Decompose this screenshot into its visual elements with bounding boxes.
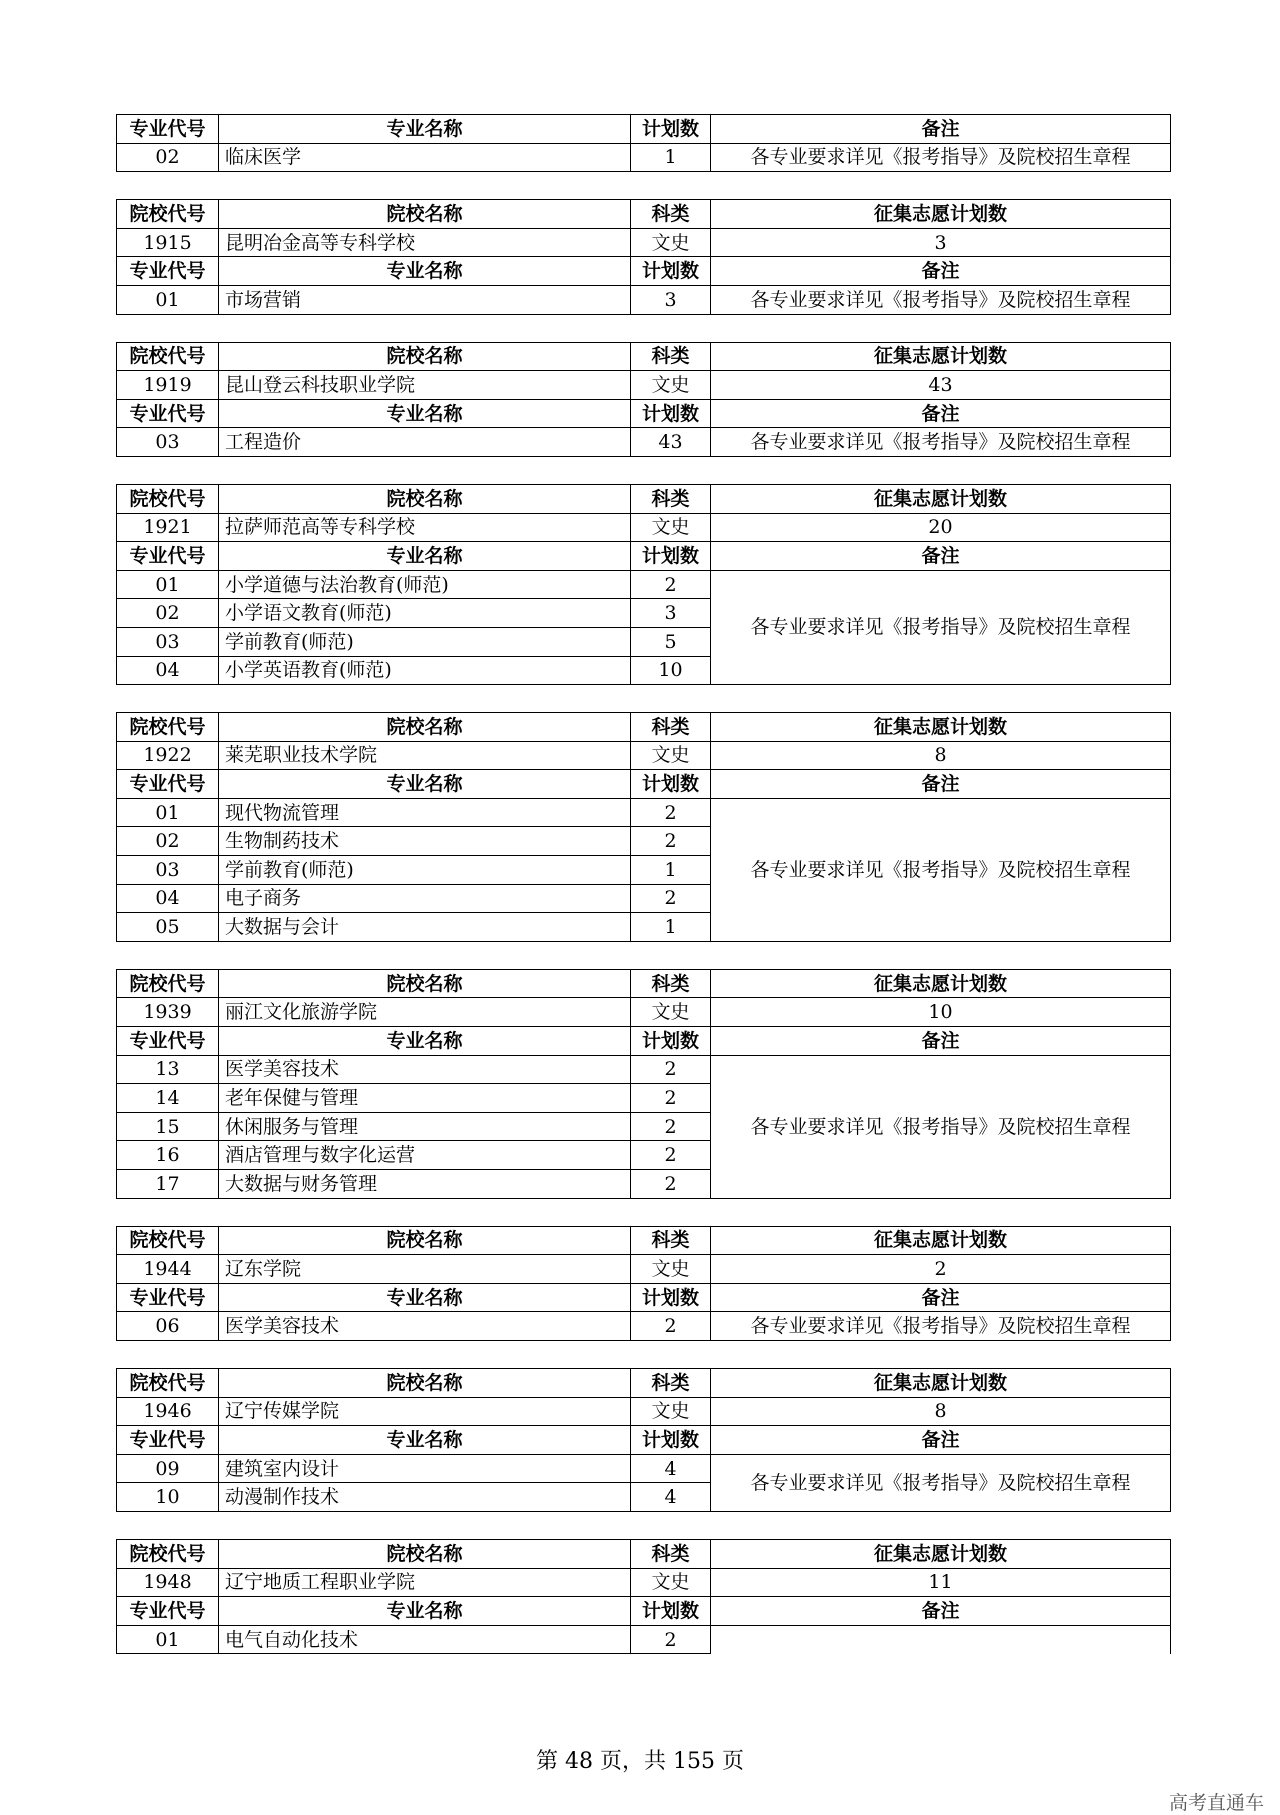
major-header-row bbox=[117, 1597, 1171, 1626]
major-name: 动漫制作技术 bbox=[219, 1483, 631, 1512]
admission-tables bbox=[116, 114, 1170, 1681]
school-info-row bbox=[117, 1568, 1171, 1597]
major-code: 04 bbox=[117, 656, 219, 685]
major-name: 学前教育(师范) bbox=[219, 627, 631, 656]
school-info-row bbox=[117, 228, 1171, 257]
school-name-header: 院校名称 bbox=[219, 1539, 631, 1568]
school-category: 文史 bbox=[631, 741, 711, 770]
major-header-row bbox=[117, 1283, 1171, 1312]
school-plan-count: 8 bbox=[711, 1397, 1171, 1426]
major-plan-count: 4 bbox=[631, 1454, 711, 1483]
major-code: 09 bbox=[117, 1454, 219, 1483]
watermark-text: 高考直通车 bbox=[1168, 1792, 1264, 1814]
major-code: 06 bbox=[117, 1312, 219, 1341]
volunteer-plan-header: 征集志愿计划数 bbox=[711, 969, 1171, 998]
major-code: 10 bbox=[117, 1483, 219, 1512]
major-name: 医学美容技术 bbox=[219, 1055, 631, 1084]
major-plan-count: 3 bbox=[631, 599, 711, 628]
major-plan-count: 43 bbox=[631, 428, 711, 457]
remarks-cell: 各专业要求详见《报考指导》及院校招生章程 bbox=[711, 143, 1171, 172]
major-row bbox=[117, 428, 1171, 457]
major-code: 03 bbox=[117, 856, 219, 885]
major-name: 老年保健与管理 bbox=[219, 1084, 631, 1113]
major-row bbox=[117, 570, 1171, 599]
school-name: 辽宁地质工程职业学院 bbox=[219, 1568, 631, 1597]
volunteer-plan-header: 征集志愿计划数 bbox=[711, 1226, 1171, 1255]
volunteer-plan-header: 征集志愿计划数 bbox=[711, 342, 1171, 371]
category-header: 科类 bbox=[631, 969, 711, 998]
major-code-header: 专业代号 bbox=[117, 1426, 219, 1455]
school-info-row bbox=[117, 513, 1171, 542]
major-name: 休闲服务与管理 bbox=[219, 1112, 631, 1141]
remarks-header: 备注 bbox=[711, 115, 1171, 144]
major-header-row bbox=[117, 115, 1171, 144]
school-info-row bbox=[117, 371, 1171, 400]
school-block-table bbox=[116, 199, 1171, 314]
major-name: 临床医学 bbox=[219, 143, 631, 172]
category-header: 科类 bbox=[631, 1539, 711, 1568]
category-header: 科类 bbox=[631, 713, 711, 742]
major-code: 02 bbox=[117, 599, 219, 628]
school-plan-count: 11 bbox=[711, 1568, 1171, 1597]
major-code-header: 专业代号 bbox=[117, 1283, 219, 1312]
school-header-row bbox=[117, 713, 1171, 742]
major-name-header: 专业名称 bbox=[219, 770, 631, 799]
school-code: 1944 bbox=[117, 1255, 219, 1284]
school-code: 1946 bbox=[117, 1397, 219, 1426]
major-plan-count: 2 bbox=[631, 1625, 711, 1654]
school-info-row bbox=[117, 998, 1171, 1027]
page-footer: 第 48 页，共 155 页 bbox=[536, 1749, 744, 1774]
school-block-table bbox=[116, 712, 1171, 942]
plan-count-header: 计划数 bbox=[631, 1283, 711, 1312]
school-header-row bbox=[117, 1539, 1171, 1568]
major-plan-count: 2 bbox=[631, 827, 711, 856]
major-plan-count: 2 bbox=[631, 1055, 711, 1084]
school-block-table bbox=[116, 114, 1171, 172]
major-code: 13 bbox=[117, 1055, 219, 1084]
major-row bbox=[117, 1625, 1171, 1654]
school-block-table bbox=[116, 1539, 1171, 1654]
school-block-table bbox=[116, 484, 1171, 685]
major-name: 大数据与会计 bbox=[219, 913, 631, 942]
school-name: 莱芜职业技术学院 bbox=[219, 741, 631, 770]
major-code: 01 bbox=[117, 798, 219, 827]
major-code-header: 专业代号 bbox=[117, 115, 219, 144]
major-plan-count: 2 bbox=[631, 798, 711, 827]
remarks-header: 备注 bbox=[711, 1283, 1171, 1312]
major-code: 03 bbox=[117, 428, 219, 457]
volunteer-plan-header: 征集志愿计划数 bbox=[711, 1368, 1171, 1397]
major-plan-count: 1 bbox=[631, 143, 711, 172]
school-plan-count: 10 bbox=[711, 998, 1171, 1027]
school-plan-count: 3 bbox=[711, 228, 1171, 257]
school-block-table bbox=[116, 969, 1171, 1199]
school-name-header: 院校名称 bbox=[219, 1226, 631, 1255]
school-code: 1919 bbox=[117, 371, 219, 400]
major-name: 小学道德与法治教育(师范) bbox=[219, 570, 631, 599]
major-plan-count: 2 bbox=[631, 884, 711, 913]
school-code: 1948 bbox=[117, 1568, 219, 1597]
major-name-header: 专业名称 bbox=[219, 399, 631, 428]
remarks-header: 备注 bbox=[711, 399, 1171, 428]
major-name-header: 专业名称 bbox=[219, 257, 631, 286]
school-name: 昆明冶金高等专科学校 bbox=[219, 228, 631, 257]
major-row bbox=[117, 285, 1171, 314]
school-code: 1921 bbox=[117, 513, 219, 542]
remarks-cell: 各专业要求详见《报考指导》及院校招生章程 bbox=[711, 570, 1171, 684]
major-code: 03 bbox=[117, 627, 219, 656]
school-block-table bbox=[116, 342, 1171, 457]
major-name: 电子商务 bbox=[219, 884, 631, 913]
major-code-header: 专业代号 bbox=[117, 399, 219, 428]
school-code-header: 院校代号 bbox=[117, 484, 219, 513]
school-block-table bbox=[116, 1226, 1171, 1341]
major-code: 02 bbox=[117, 143, 219, 172]
plan-count-header: 计划数 bbox=[631, 542, 711, 571]
major-plan-count: 2 bbox=[631, 1170, 711, 1199]
major-plan-count: 2 bbox=[631, 1112, 711, 1141]
major-plan-count: 2 bbox=[631, 1312, 711, 1341]
remarks-cell: 各专业要求详见《报考指导》及院校招生章程 bbox=[711, 1055, 1171, 1198]
plan-count-header: 计划数 bbox=[631, 1597, 711, 1626]
school-name: 辽东学院 bbox=[219, 1255, 631, 1284]
school-plan-count: 43 bbox=[711, 371, 1171, 400]
major-row bbox=[117, 1454, 1171, 1483]
school-code-header: 院校代号 bbox=[117, 1226, 219, 1255]
school-name-header: 院校名称 bbox=[219, 1368, 631, 1397]
remarks-cell bbox=[711, 1625, 1171, 1654]
major-plan-count: 1 bbox=[631, 913, 711, 942]
remarks-header: 备注 bbox=[711, 1027, 1171, 1056]
school-name-header: 院校名称 bbox=[219, 200, 631, 229]
major-header-row bbox=[117, 1027, 1171, 1056]
school-header-row bbox=[117, 484, 1171, 513]
volunteer-plan-header: 征集志愿计划数 bbox=[711, 713, 1171, 742]
major-code: 16 bbox=[117, 1141, 219, 1170]
major-code: 15 bbox=[117, 1112, 219, 1141]
remarks-header: 备注 bbox=[711, 1597, 1171, 1626]
major-name: 医学美容技术 bbox=[219, 1312, 631, 1341]
major-name: 学前教育(师范) bbox=[219, 856, 631, 885]
major-header-row bbox=[117, 1426, 1171, 1455]
major-row bbox=[117, 143, 1171, 172]
category-header: 科类 bbox=[631, 342, 711, 371]
major-name-header: 专业名称 bbox=[219, 1283, 631, 1312]
remarks-cell: 各专业要求详见《报考指导》及院校招生章程 bbox=[711, 1454, 1171, 1511]
school-code: 1922 bbox=[117, 741, 219, 770]
school-info-row bbox=[117, 741, 1171, 770]
school-name: 辽宁传媒学院 bbox=[219, 1397, 631, 1426]
school-block-table bbox=[116, 1368, 1171, 1512]
major-name-header: 专业名称 bbox=[219, 1027, 631, 1056]
school-name-header: 院校名称 bbox=[219, 713, 631, 742]
school-name-header: 院校名称 bbox=[219, 969, 631, 998]
plan-count-header: 计划数 bbox=[631, 1027, 711, 1056]
major-code: 14 bbox=[117, 1084, 219, 1113]
major-name: 建筑室内设计 bbox=[219, 1454, 631, 1483]
category-header: 科类 bbox=[631, 1368, 711, 1397]
major-row bbox=[117, 798, 1171, 827]
school-category: 文史 bbox=[631, 371, 711, 400]
major-plan-count: 4 bbox=[631, 1483, 711, 1512]
major-code: 04 bbox=[117, 884, 219, 913]
school-plan-count: 8 bbox=[711, 741, 1171, 770]
school-name: 丽江文化旅游学院 bbox=[219, 998, 631, 1027]
school-code-header: 院校代号 bbox=[117, 342, 219, 371]
remarks-header: 备注 bbox=[711, 770, 1171, 799]
major-name: 大数据与财务管理 bbox=[219, 1170, 631, 1199]
major-name: 生物制药技术 bbox=[219, 827, 631, 856]
category-header: 科类 bbox=[631, 200, 711, 229]
remarks-cell: 各专业要求详见《报考指导》及院校招生章程 bbox=[711, 285, 1171, 314]
category-header: 科类 bbox=[631, 484, 711, 513]
school-name-header: 院校名称 bbox=[219, 484, 631, 513]
school-header-row bbox=[117, 200, 1171, 229]
major-name: 市场营销 bbox=[219, 285, 631, 314]
major-name-header: 专业名称 bbox=[219, 542, 631, 571]
school-plan-count: 2 bbox=[711, 1255, 1171, 1284]
school-info-row bbox=[117, 1397, 1171, 1426]
volunteer-plan-header: 征集志愿计划数 bbox=[711, 200, 1171, 229]
category-header: 科类 bbox=[631, 1226, 711, 1255]
school-code-header: 院校代号 bbox=[117, 969, 219, 998]
major-plan-count: 3 bbox=[631, 285, 711, 314]
major-code-header: 专业代号 bbox=[117, 1597, 219, 1626]
school-header-row bbox=[117, 969, 1171, 998]
school-code-header: 院校代号 bbox=[117, 200, 219, 229]
major-header-row bbox=[117, 542, 1171, 571]
major-code-header: 专业代号 bbox=[117, 257, 219, 286]
major-code: 01 bbox=[117, 285, 219, 314]
major-plan-count: 2 bbox=[631, 1084, 711, 1113]
major-code-header: 专业代号 bbox=[117, 1027, 219, 1056]
major-name: 酒店管理与数字化运营 bbox=[219, 1141, 631, 1170]
remarks-cell: 各专业要求详见《报考指导》及院校招生章程 bbox=[711, 798, 1171, 941]
school-code: 1915 bbox=[117, 228, 219, 257]
remarks-cell: 各专业要求详见《报考指导》及院校招生章程 bbox=[711, 1312, 1171, 1341]
major-name-header: 专业名称 bbox=[219, 115, 631, 144]
major-name-header: 专业名称 bbox=[219, 1426, 631, 1455]
major-code-header: 专业代号 bbox=[117, 770, 219, 799]
school-category: 文史 bbox=[631, 513, 711, 542]
volunteer-plan-header: 征集志愿计划数 bbox=[711, 484, 1171, 513]
major-code-header: 专业代号 bbox=[117, 542, 219, 571]
major-name: 电气自动化技术 bbox=[219, 1625, 631, 1654]
school-name-header: 院校名称 bbox=[219, 342, 631, 371]
plan-count-header: 计划数 bbox=[631, 115, 711, 144]
major-header-row bbox=[117, 770, 1171, 799]
major-header-row bbox=[117, 399, 1171, 428]
plan-count-header: 计划数 bbox=[631, 257, 711, 286]
school-header-row bbox=[117, 1368, 1171, 1397]
major-plan-count: 2 bbox=[631, 1141, 711, 1170]
major-name: 现代物流管理 bbox=[219, 798, 631, 827]
school-category: 文史 bbox=[631, 998, 711, 1027]
school-code: 1939 bbox=[117, 998, 219, 1027]
major-plan-count: 5 bbox=[631, 627, 711, 656]
plan-count-header: 计划数 bbox=[631, 770, 711, 799]
school-category: 文史 bbox=[631, 1255, 711, 1284]
remarks-header: 备注 bbox=[711, 257, 1171, 286]
school-code-header: 院校代号 bbox=[117, 713, 219, 742]
volunteer-plan-header: 征集志愿计划数 bbox=[711, 1539, 1171, 1568]
school-info-row bbox=[117, 1255, 1171, 1284]
major-row bbox=[117, 1055, 1171, 1084]
major-name: 工程造价 bbox=[219, 428, 631, 457]
school-header-row bbox=[117, 342, 1171, 371]
major-plan-count: 2 bbox=[631, 570, 711, 599]
school-plan-count: 20 bbox=[711, 513, 1171, 542]
school-code-header: 院校代号 bbox=[117, 1368, 219, 1397]
major-name: 小学英语教育(师范) bbox=[219, 656, 631, 685]
school-category: 文史 bbox=[631, 1568, 711, 1597]
major-code: 05 bbox=[117, 913, 219, 942]
major-code: 01 bbox=[117, 570, 219, 599]
major-name-header: 专业名称 bbox=[219, 1597, 631, 1626]
school-code-header: 院校代号 bbox=[117, 1539, 219, 1568]
major-row bbox=[117, 1312, 1171, 1341]
major-code: 17 bbox=[117, 1170, 219, 1199]
school-category: 文史 bbox=[631, 228, 711, 257]
major-header-row bbox=[117, 257, 1171, 286]
major-code: 01 bbox=[117, 1625, 219, 1654]
school-name: 拉萨师范高等专科学校 bbox=[219, 513, 631, 542]
major-name: 小学语文教育(师范) bbox=[219, 599, 631, 628]
school-category: 文史 bbox=[631, 1397, 711, 1426]
major-plan-count: 1 bbox=[631, 856, 711, 885]
plan-count-header: 计划数 bbox=[631, 1426, 711, 1455]
remarks-header: 备注 bbox=[711, 542, 1171, 571]
major-plan-count: 10 bbox=[631, 656, 711, 685]
school-header-row bbox=[117, 1226, 1171, 1255]
major-code: 02 bbox=[117, 827, 219, 856]
remarks-cell: 各专业要求详见《报考指导》及院校招生章程 bbox=[711, 428, 1171, 457]
school-name: 昆山登云科技职业学院 bbox=[219, 371, 631, 400]
plan-count-header: 计划数 bbox=[631, 399, 711, 428]
remarks-header: 备注 bbox=[711, 1426, 1171, 1455]
